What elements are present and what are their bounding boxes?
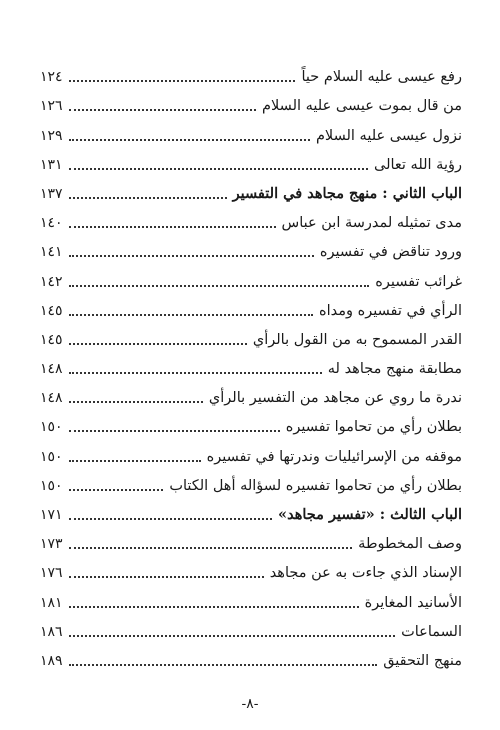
toc-entry-page: ١٨٦	[40, 623, 63, 640]
toc-entry-page: ١٤٥	[40, 331, 63, 348]
dot-leader	[69, 635, 396, 637]
dot-leader	[69, 255, 314, 257]
dot-leader	[69, 664, 378, 666]
toc-entry-title: رؤية الله تعالى	[373, 156, 462, 173]
toc-entry-page: ١٧٦	[40, 565, 63, 582]
toc-entry	[40, 148, 462, 177]
toc-entry-page: ١٤٨	[40, 361, 63, 378]
dot-leader	[69, 314, 313, 316]
toc-entry	[40, 264, 462, 293]
toc-entry-page: ١٢٩	[40, 127, 63, 144]
toc-entry-page: ١٥٠	[40, 448, 63, 465]
toc-entry	[40, 294, 462, 323]
toc-entry	[40, 206, 462, 235]
toc-entry	[40, 556, 462, 585]
toc-entry-title: وصف المخطوطة	[358, 536, 462, 553]
toc-entry-page: ١٤٢	[40, 273, 63, 290]
toc-entry-page: ١٨١	[40, 594, 63, 611]
dot-leader	[69, 226, 276, 228]
dot-leader	[69, 80, 296, 82]
toc-entry-title: موقفه من الإسرائيليات وندرتها في تفسيره	[206, 448, 462, 465]
toc-entry-title: من قال بموت عيسى عليه السلام	[262, 98, 462, 115]
dot-leader	[69, 489, 164, 491]
dot-leader	[69, 460, 201, 462]
toc-entry	[40, 410, 462, 439]
dot-leader	[69, 547, 353, 549]
toc-entry	[40, 118, 462, 147]
toc-section-heading	[40, 498, 462, 527]
toc-entry	[40, 615, 462, 644]
toc-entry-title: الرأي في تفسيره ومداه	[319, 302, 462, 319]
toc-entry-page: ١٤٨	[40, 390, 63, 407]
toc-entry-title: رفع عيسى عليه السلام حياً	[301, 69, 462, 86]
dot-leader	[69, 430, 280, 432]
dot-leader	[69, 518, 272, 520]
toc-entry-page: ١٢٤	[40, 69, 63, 86]
toc-entry-title: مدى تمثيله لمدرسة ابن عباس	[281, 215, 462, 232]
toc-entry	[40, 60, 462, 89]
dot-leader	[69, 606, 359, 608]
page-number: -٨-	[241, 696, 259, 712]
toc-entry-title: نزول عيسى عليه السلام	[315, 127, 462, 144]
toc-entry-page: ١٤١	[40, 244, 63, 261]
toc-entry	[40, 644, 462, 673]
toc-entry-page: ١٤٠	[40, 215, 63, 232]
toc-entry	[40, 352, 462, 381]
dot-leader	[69, 139, 310, 141]
toc-entry-title: القدر المسموح به من القول بالرأي	[252, 331, 462, 348]
toc-entry-title: الأسانيد المغايرة	[364, 594, 462, 611]
toc-entry-page: ١٢٦	[40, 98, 63, 115]
dot-leader	[69, 343, 247, 345]
toc-entry-page: ١٧٣	[40, 536, 63, 553]
toc-section-heading	[40, 177, 462, 206]
toc-entry-page: ١٨٩	[40, 652, 63, 669]
dot-leader	[69, 197, 227, 199]
toc-entry	[40, 527, 462, 556]
toc-entry-title: بطلان رأي من تحاموا تفسيره	[285, 419, 462, 436]
dot-leader	[69, 109, 256, 111]
toc-entry-title: السماعات	[401, 623, 462, 640]
toc-entry	[40, 585, 462, 614]
toc-entry	[40, 439, 462, 468]
toc-entry	[40, 323, 462, 352]
dot-leader	[69, 168, 368, 170]
toc-entry-title: الإسناد الذي جاءت به عن مجاهد	[269, 565, 462, 582]
toc-entry-page: ١٣٧	[40, 185, 63, 202]
table-of-contents	[40, 60, 462, 673]
toc-entry-page: ١٣١	[40, 156, 63, 173]
toc-entry-title: ندرة ما روي عن مجاهد من التفسير بالرأي	[208, 390, 462, 407]
toc-entry-title: غرائب تفسيره	[375, 273, 462, 290]
toc-entry-page: ١٥٠	[40, 419, 63, 436]
toc-entry-title: الباب الثالث : «تفسير مجاهد»	[278, 506, 462, 523]
toc-entry-title: بطلان رأي من تحاموا تفسيره لسؤاله أهل الكتاب	[169, 477, 462, 494]
toc-entry-page: ١٧١	[40, 507, 63, 523]
toc-entry	[40, 89, 462, 118]
toc-entry-title: الباب الثاني : منهج مجاهد في التفسير	[232, 184, 462, 202]
dot-leader	[69, 285, 370, 287]
toc-entry-page: ١٤٥	[40, 302, 63, 319]
toc-entry-page: ١٥٠	[40, 477, 63, 494]
toc-entry-title: منهج التحقيق	[383, 652, 462, 669]
toc-entry	[40, 469, 462, 498]
toc-entry	[40, 381, 462, 410]
dot-leader	[69, 372, 322, 374]
toc-entry	[40, 235, 462, 264]
toc-entry-title: ورود تناقض في تفسيره	[319, 244, 462, 261]
dot-leader	[69, 576, 264, 578]
dot-leader	[69, 401, 203, 403]
toc-entry-title: مطابقة منهج مجاهد له	[327, 361, 462, 378]
